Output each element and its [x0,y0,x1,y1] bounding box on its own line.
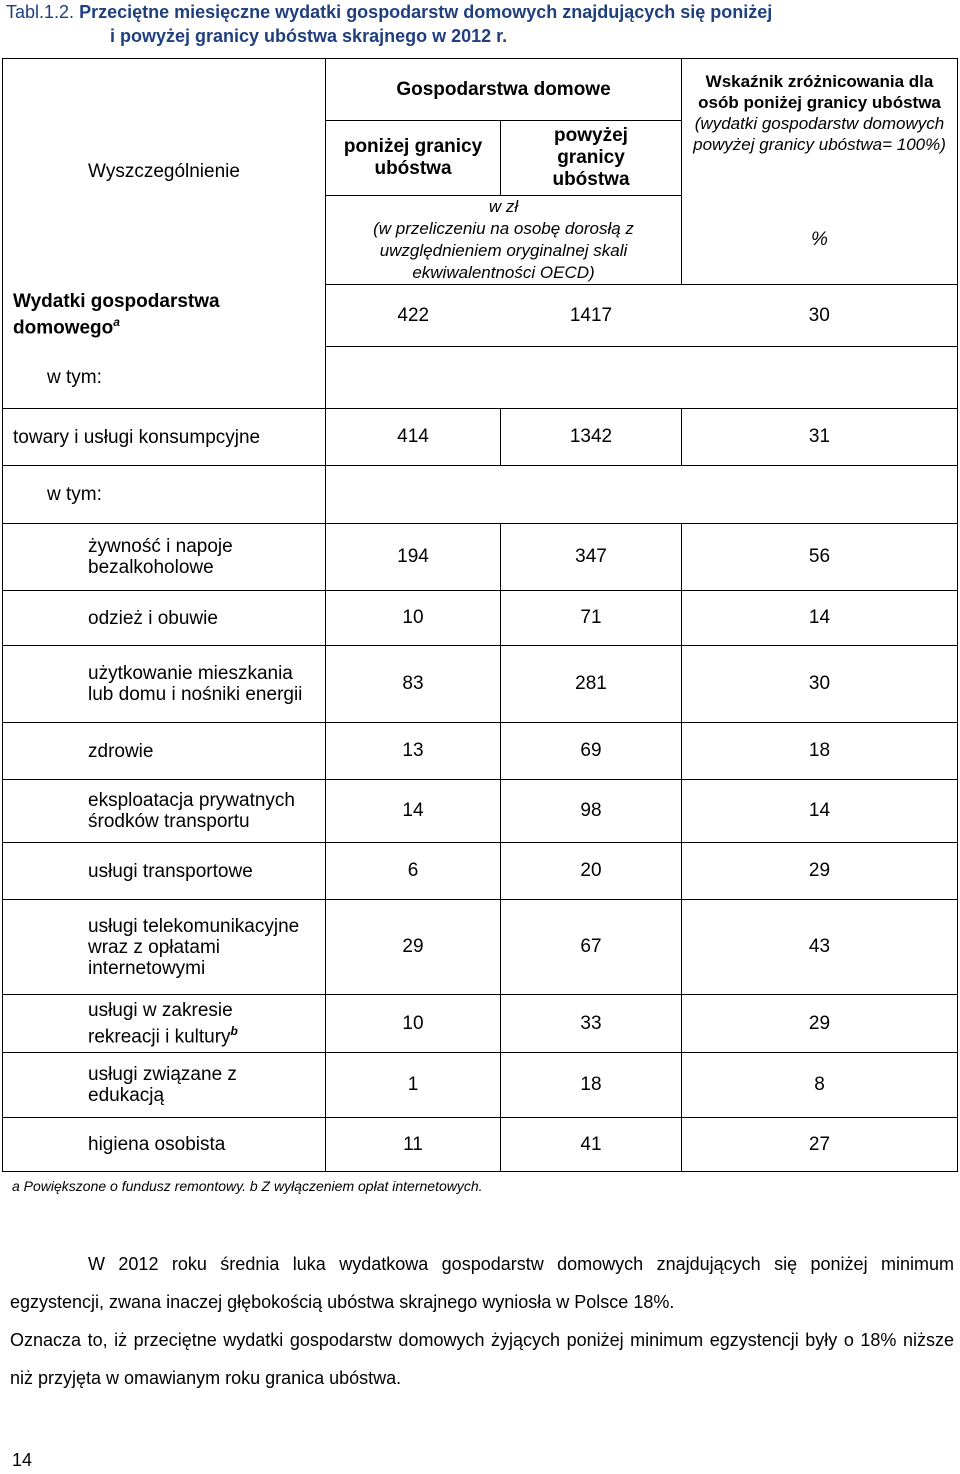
row-total-index: 30 [682,285,958,347]
header-households: Gospodarstwa domowe [326,59,682,121]
row-vehicle-label: eksploatacja prywatnych środków transportu [3,780,326,843]
row-clothing-above: 71 [501,591,682,646]
row-transport-index: 29 [682,843,958,900]
row-food-below: 194 [326,524,501,591]
row-telecom-index: 43 [682,900,958,995]
row-vehicle-below: 14 [326,780,501,843]
row-housing-label: użytkowanie mieszkania lub domu i nośniki energii [3,646,326,723]
row-food-index: 56 [682,524,958,591]
row-transport-below: 6 [326,843,501,900]
row-consumer-label: towary i usługi konsumpcyjne [3,409,326,466]
row-hygiene-above: 41 [501,1118,682,1172]
row-recreation-below: 10 [326,995,501,1053]
row-health-label: zdrowie [3,723,326,780]
row-health-below: 13 [326,723,501,780]
row-housing-above: 281 [501,646,682,723]
row-total-label: Wydatki gospodarstwa domowego$^a$ [3,285,326,347]
row-education-above: 18 [501,1053,682,1118]
row-telecom-label: usługi telekomunikacyjne wraz z opłatami internetowymi [3,900,326,995]
page-number: 14 [12,1450,33,1470]
row-hygiene-index: 27 [682,1118,958,1172]
row-clothing-label: odzież i obuwie [3,591,326,646]
row-total-below: 422 [397,304,430,326]
row-consumer-above: 1342 [501,409,682,466]
row-clothing-below: 10 [326,591,501,646]
header-above-poverty: powyżej granicy ubóstwa [501,121,682,196]
row-vehicle-index: 14 [682,780,958,843]
row-education-index: 8 [682,1053,958,1118]
row-health-index: 18 [682,723,958,780]
row-housing-index: 30 [682,646,958,723]
body-text [10,1245,954,1397]
row-education-label: usługi związane z edukacją [3,1053,326,1118]
row-hygiene-below: 11 [326,1118,501,1172]
row-recreation-above: 33 [501,995,682,1053]
row-recreation-index: 29 [682,995,958,1053]
row-hygiene-label: higiena osobista [3,1118,326,1172]
row-vehicle-above: 98 [501,780,682,843]
header-index: Wskaźnik zróżnicowania dla osób poniżej granicy ubóstwa (wydatki gospodarstw domowych powyżej granicy ubóstwa= 100%) [682,59,958,196]
table-caption [6,0,946,48]
row-food-above: 347 [501,524,682,591]
row-wtym1-label: w tym: [3,347,326,409]
row-food-label: żywność i napoje bezalkoholowe [3,524,326,591]
caption-title-line1: Przeciętne miesięczne wydatki gospodarstw domowych znajdujących się poniżej [79,2,773,22]
row-clothing-index: 14 [682,591,958,646]
caption-number: Tabl.1.2. [6,2,75,22]
row-wtym2-empty [326,466,958,524]
row-transport-above: 20 [501,843,682,900]
row-telecom-above: 67 [501,900,682,995]
header-unit: w zł (w przeliczeniu na osobę dorosłą z uwzględnieniem oryginalnej skali ekwiwalentności OECD) [326,196,682,285]
table-footnote: a Powiększone o fundusz remontowy. b Z wyłączeniem opłat internetowych. [12,1178,483,1194]
header-below-poverty: poniżej granicy ubóstwa [326,121,501,196]
row-wtym2-label: w tym: [3,466,326,524]
row-housing-below: 83 [326,646,501,723]
paragraph-meaning: Oznacza to, iż przeciętne wydatki gospodarstw domowych żyjących poniżej minimum egzystencji były o 18% niższe niż przyjęta w omawianym roku granica ubóstwa. [10,1330,954,1388]
caption-title-line2: i powyżej granicy ubóstwa skrajnego w 2012 r. [110,26,508,46]
row-consumer-index: 31 [682,409,958,466]
row-transport-label: usługi transportowe [3,843,326,900]
row-education-below: 1 [326,1053,501,1118]
expenditure-table [2,58,958,1172]
row-consumer-below: 414 [326,409,501,466]
row-health-above: 69 [501,723,682,780]
paragraph-gap: W 2012 roku średnia luka wydatkowa gospodarstw domowych znajdujących się poniżej minimum egzystencji, zwana inaczej głębokością ubóstwa skrajnego wyniosła w Polsce 18%. [10,1254,954,1312]
header-description: Wyszczególnienie [3,59,326,285]
row-wtym1-empty [326,347,958,409]
header-percent: % [682,196,958,285]
row-total-above: 1417 [569,304,613,326]
row-recreation-label: usługi w zakresie rekreacji i kultury$^b$ [3,995,326,1053]
row-telecom-below: 29 [326,900,501,995]
